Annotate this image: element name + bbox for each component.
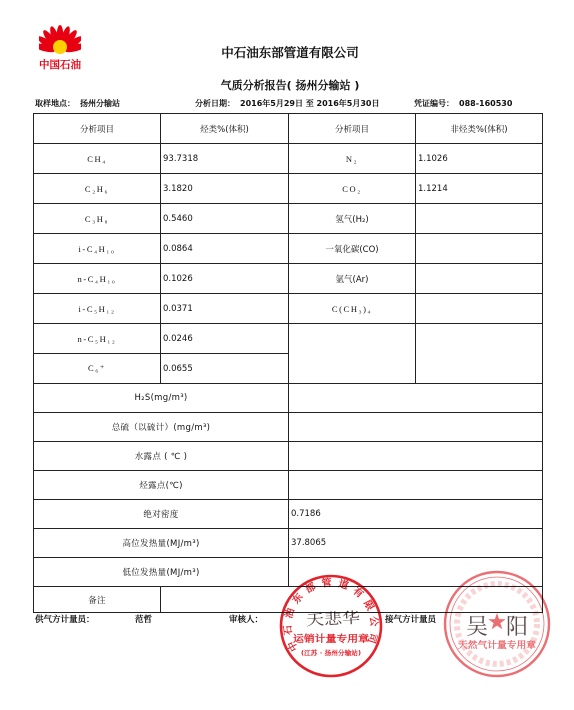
property-value <box>289 413 543 442</box>
table-row <box>34 294 543 324</box>
voucher-number <box>414 98 512 109</box>
hydrocarbon-component: i-C₅H₁₂ <box>34 294 161 324</box>
non-hydrocarbon-component: CO₂ <box>289 174 416 204</box>
hydrocarbon-component: C₂H₆ <box>34 174 161 204</box>
hydrocarbon-value: 0.5460 <box>161 204 289 234</box>
hydrocarbon-value: 0.0864 <box>161 234 289 264</box>
sampling-site <box>35 98 120 109</box>
sampling-site-value: 扬州分输站 <box>80 99 120 108</box>
analysis-date-label: 分析日期： <box>195 99 235 108</box>
petrochina-sunburst-icon <box>39 22 81 54</box>
property-label: 低位发热量(MJ/m³) <box>34 558 289 587</box>
empty-cell <box>416 324 543 384</box>
hydrocarbon-component: C₃H₈ <box>34 204 161 234</box>
non-hydrocarbon-value <box>416 234 543 264</box>
hydrocarbon-value: 0.0371 <box>161 294 289 324</box>
stamp-center-text: 运销计量专用章 <box>293 634 360 645</box>
stamp-star-icon <box>488 613 505 629</box>
remarks-value <box>161 587 543 613</box>
non-hydrocarbon-component: 氩气(Ar) <box>289 264 416 294</box>
header-non-hydrocarbon-item: 分析项目 <box>289 114 416 144</box>
property-row <box>34 413 543 442</box>
supplier-metering-name: 范哲 <box>135 615 153 625</box>
non-hydrocarbon-value: 1.1214 <box>416 174 543 204</box>
stamp-center-text: 天然气计量专用章 <box>458 641 531 651</box>
petrochina-logo <box>35 22 85 71</box>
property-row <box>34 500 543 529</box>
hydrocarbon-value: 0.0655 <box>161 354 289 384</box>
hydrocarbon-value: 0.0246 <box>161 324 289 354</box>
approver-signature: 天悲华 <box>305 609 352 630</box>
reviewer-label: 审核人： <box>229 615 264 625</box>
hydrocarbon-component: C₆⁺ <box>34 354 161 384</box>
property-row <box>34 384 543 413</box>
property-value <box>289 442 543 471</box>
property-value <box>289 471 543 500</box>
non-hydrocarbon-component: 氢气(H₂) <box>289 204 416 234</box>
property-row <box>34 529 543 558</box>
property-label: 水露点 ( ℃ ) <box>34 442 289 471</box>
analysis-date <box>195 98 380 109</box>
empty-cell <box>289 324 416 384</box>
property-row <box>34 558 543 587</box>
remarks-label: 备注 <box>34 587 161 613</box>
report-title: 气质分析报告( 扬州分输站 ) <box>220 79 360 92</box>
table-row <box>34 144 543 174</box>
logo-sun <box>53 40 67 54</box>
hydrocarbon-value: 3.1820 <box>161 174 289 204</box>
receiver-metering-label: 接气方计量员 <box>385 615 437 625</box>
property-label: 绝对密度 <box>34 500 289 529</box>
table-row <box>34 234 543 264</box>
logo-text: 中国石油 <box>39 59 81 71</box>
header-hydrocarbon-item: 分析项目 <box>34 114 161 144</box>
non-hydrocarbon-component: N₂ <box>289 144 416 174</box>
voucher-number-label: 凭证编号： <box>414 99 454 108</box>
property-row <box>34 442 543 471</box>
table-row <box>34 204 543 234</box>
analysis-table <box>33 113 543 613</box>
non-hydrocarbon-value: 1.1026 <box>416 144 543 174</box>
table-row <box>34 174 543 204</box>
hydrocarbon-component: CH₄ <box>34 144 161 174</box>
hydrocarbon-value: 93.7318 <box>161 144 289 174</box>
remarks-row <box>34 587 543 613</box>
sampling-site-label: 取样地点： <box>35 99 75 108</box>
table-header-row <box>34 114 543 144</box>
property-value: 0.7186 <box>289 500 543 529</box>
analysis-date-value: 2016年5月29日 至 2016年5月30日 <box>240 99 380 108</box>
property-row <box>34 471 543 500</box>
property-label: 烃露点(℃) <box>34 471 289 500</box>
property-label: 总硫（以硫计）(mg/m³) <box>34 413 289 442</box>
property-value: 37.8065 <box>289 529 543 558</box>
hydrocarbon-component: n-C₄H₁₀ <box>34 264 161 294</box>
company-title: 中石油东部管道有限公司 <box>221 45 359 60</box>
non-hydrocarbon-component: C(CH₃)₄ <box>289 294 416 324</box>
stamp-ring-text: 中石油东部管道有限公司 <box>282 577 380 653</box>
receiver-signature: 吴阳 <box>466 615 528 640</box>
header-hydrocarbon-percent: 烃类%(体积) <box>161 114 289 144</box>
hydrocarbon-component: n-C₅H₁₂ <box>34 324 161 354</box>
non-hydrocarbon-value <box>416 294 543 324</box>
table-row <box>34 264 543 294</box>
non-hydrocarbon-value <box>416 264 543 294</box>
hydrocarbon-component: i-C₄H₁₀ <box>34 234 161 264</box>
table-row <box>34 324 543 354</box>
header-non-hydrocarbon-percent: 非烃类%(体积) <box>416 114 543 144</box>
hydrocarbon-value: 0.1026 <box>161 264 289 294</box>
non-hydrocarbon-value <box>416 204 543 234</box>
property-value <box>289 558 543 587</box>
property-label: 高位发热量(MJ/m³) <box>34 529 289 558</box>
supplier-metering-label: 供气方计量员： <box>35 615 95 625</box>
stamp-bottom-text: (江苏 · 扬州分输站) <box>301 649 360 657</box>
non-hydrocarbon-component: 一氧化碳(CO) <box>289 234 416 264</box>
voucher-number-value: 088-160530 <box>459 99 513 108</box>
property-value <box>289 384 543 413</box>
property-label: H₂S(mg/m³) <box>34 384 289 413</box>
